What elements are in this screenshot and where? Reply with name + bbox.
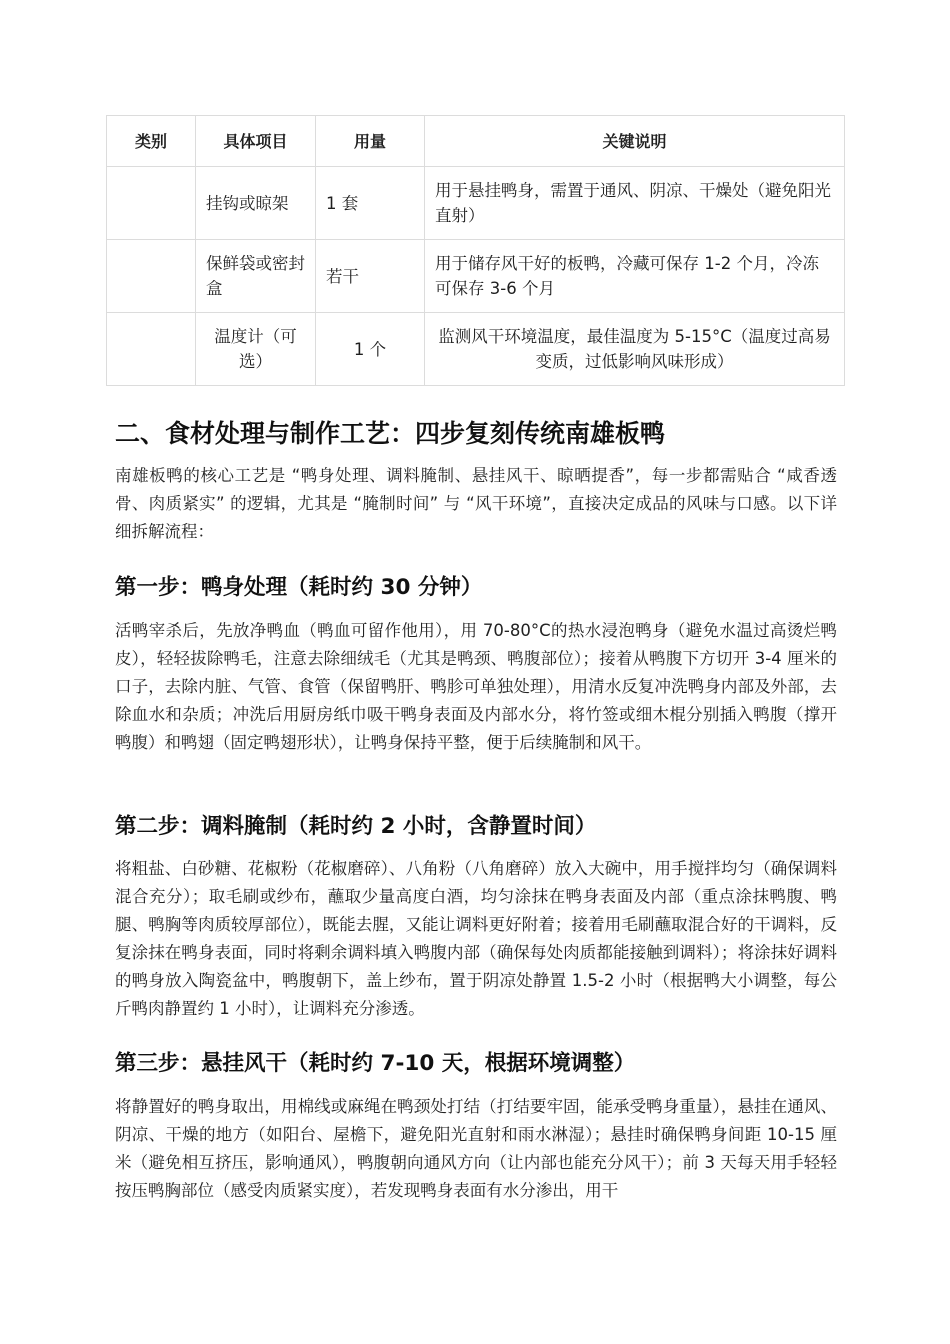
cell-item: 温度计（可选） (196, 313, 316, 386)
cell-note: 用于悬挂鸭身，需置于通风、阴凉、干燥处（避免阳光直射） (425, 167, 845, 240)
materials-table (106, 115, 845, 386)
cell-note: 用于储存风干好的板鸭，冷藏可保存 1-2 个月，冷冻可保存 3-6 个月 (425, 240, 845, 313)
header-category: 类别 (107, 116, 196, 167)
step-2-title: 第二步：调料腌制（耗时约 2 小时，含静置时间） (115, 814, 597, 839)
header-note: 关键说明 (425, 116, 845, 167)
step-1-title: 第一步：鸭身处理（耗时约 30 分钟） (115, 575, 483, 600)
step-3-title: 第三步：悬挂风干（耗时约 7-10 天，根据环境调整） (115, 1051, 636, 1076)
header-item: 具体项目 (196, 116, 316, 167)
header-amount: 用量 (316, 116, 425, 167)
section-intro-block (115, 462, 837, 546)
cell-amount: 1 个 (316, 313, 425, 386)
step-1-body: 活鸭宰杀后，先放净鸭血（鸭血可留作他用），用 70-80°C的热水浸泡鸭身（避免水温过高烫烂鸭皮），轻轻拔除鸭毛，注意去除细绒毛（尤其是鸭颈、鸭腹部位）；接着从鸭腹下方切开 3-4 厘米的口子，去除内脏、气管、食管（保留鸭肝、鸭胗可单独处理），用清水反复冲洗鸭身内部及外部，去除血水和杂质；冲洗后用厨房纸巾吸干鸭身表面及内部水分，将竹签或细木棍分别插入鸭腹（撑开鸭腹）和鸭翅（固定鸭翅形状），让鸭身保持平整，便于后续腌制和风干。 (115, 621, 837, 752)
section-heading-block (115, 417, 837, 451)
cell-amount: 1 套 (316, 167, 425, 240)
step-1-title-block (115, 573, 837, 603)
table-row (107, 167, 845, 240)
step-2-title-block (115, 812, 837, 842)
section-title: 二、食材处理与制作工艺：四步复刻传统南雄板鸭 (115, 419, 666, 448)
step-3-body-block (115, 1093, 837, 1205)
step-3-title-block (115, 1049, 837, 1079)
cell-category (107, 167, 196, 240)
table-header-row (107, 116, 845, 167)
step-2-body: 将粗盐、白砂糖、花椒粉（花椒磨碎）、八角粉（八角磨碎）放入大碗中，用手搅拌均匀（确保调料混合充分）；取毛刷或纱布，蘸取少量高度白酒，均匀涂抹在鸭身表面及内部（重点涂抹鸭腹、鸭腿、鸭胸等肉质较厚部位），既能去腥，又能让调料更好附着；接着用毛刷蘸取混合好的干调料，反复涂抹在鸭身表面，同时将剩余调料填入鸭腹内部（确保每处肉质都能接触到调料）；将涂抹好调料的鸭身放入陶瓷盆中，鸭腹朝下，盖上纱布，置于阴凉处静置 1.5-2 小时（根据鸭大小调整，每公斤鸭肉静置约 1 小时），让调料充分渗透。 (115, 859, 837, 1018)
cell-note: 监测风干环境温度，最佳温度为 5-15°C（温度过高易变质，过低影响风味形成） (425, 313, 845, 386)
step-3-body: 将静置好的鸭身取出，用棉线或麻绳在鸭颈处打结（打结要牢固，能承受鸭身重量），悬挂在通风、阴凉、干燥的地方（如阳台、屋檐下，避免阳光直射和雨水淋湿）；悬挂时确保鸭身间距 10-15 厘米（避免相互挤压，影响通风），鸭腹朝向通风方向（让内部也能充分风干）；前 3 天每天用手轻轻按压鸭胸部位（感受肉质紧实度），若发现鸭身表面有水分渗出，用干 (115, 1097, 837, 1200)
step-2-body-block (115, 855, 837, 1023)
cell-amount: 若干 (316, 240, 425, 313)
table-row (107, 313, 845, 386)
cell-category (107, 313, 196, 386)
table-row (107, 240, 845, 313)
cell-item: 挂钩或晾架 (196, 167, 316, 240)
cell-category (107, 240, 196, 313)
section-intro: 南雄板鸭的核心工艺是 “鸭身处理、调料腌制、悬挂风干、晾晒提香”，每一步都需贴合 “咸香透骨、肉质紧实” 的逻辑，尤其是 “腌制时间” 与 “风干环境”，直接决定成品的风味与口感。以下详细拆解流程： (115, 466, 837, 541)
cell-item: 保鲜袋或密封盒 (196, 240, 316, 313)
step-1-body-block (115, 617, 837, 757)
